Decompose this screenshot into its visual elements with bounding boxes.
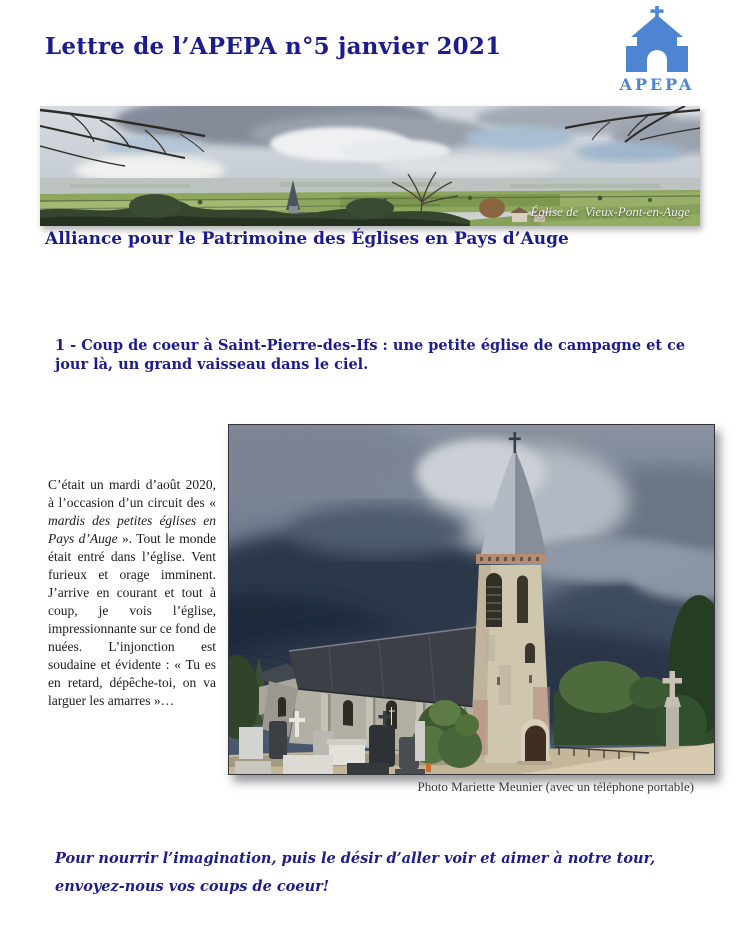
- footer-line-1: Pour nourrir l’imagination, puis le désir d’aller voir et aimer à notre tour,: [55, 850, 656, 867]
- article-body: [48, 476, 216, 710]
- section-heading: 1 - Coup de coeur à Saint-Pierre-des-Ifs : une petite église de campagne et ce jour là, un grand vaisseau dans le ciel.: [55, 337, 686, 373]
- apepa-logo: [612, 6, 702, 94]
- banner-caption: Église de Vieux-Pont-en-Auge: [530, 204, 690, 219]
- banner-photo: [40, 106, 700, 226]
- church-storm-graphic: [229, 425, 714, 774]
- footer-line-2: envoyez-nous vos coups de coeur!: [55, 878, 330, 895]
- church-icon: [614, 59, 700, 76]
- logo-text: APEPA: [619, 75, 695, 94]
- body-text-end: ». Tout le monde était entré dans l’église. Vent furieux et orage imminent. J’arrive en courant et tout à coup, je vois l’église, impressionnante sur ce fond de nuées. L’injonction est soudaine et évidente : « Tu es en retard, dépêche-toi, on va larguer les amarres »…: [48, 531, 217, 708]
- photo-caption: Photo Mariette Meunier (avec un téléphone portable): [417, 779, 694, 794]
- page-subtitle: Alliance pour le Patrimoine des Églises en Pays d’Auge: [45, 229, 569, 249]
- page-title: Lettre de l’APEPA n°5 janvier 2021: [45, 33, 502, 60]
- body-text-start: C’était un mardi d’août 2020, à l’occasion d’un circuit des «: [48, 477, 216, 510]
- body-text-italic: mardis des petites églises en Pays d’Auge: [48, 513, 216, 546]
- church-photo: [228, 424, 715, 775]
